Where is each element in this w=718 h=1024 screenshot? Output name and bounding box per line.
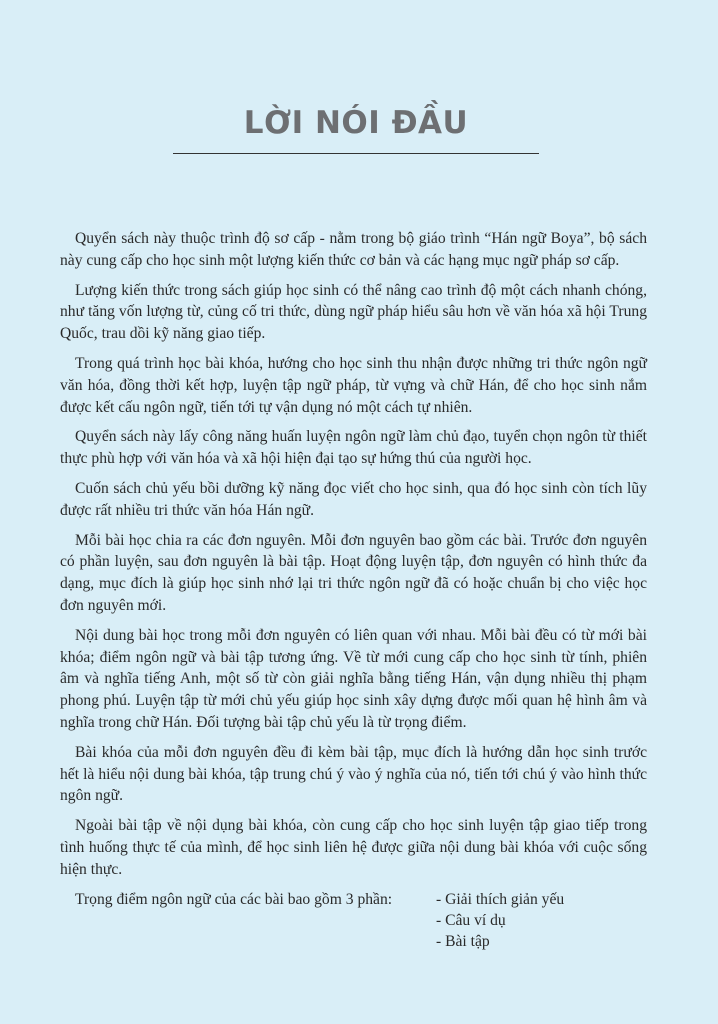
paragraph: Nội dung bài học trong mỗi đơn nguyên có liên quan với nhau. Mỗi bài đều có từ mới bài khóa; điểm ngôn ngữ và bài tập tương ứng. Về từ mới cung cấp cho học sinh từ tính, phiên âm và nghĩa tiếng Anh, một số từ còn giải nghĩa bằng tiếng Hán, vận dụng nhiều thị phạm phong phú. Luyện tập từ mới chủ yếu giúp học sinh xây dựng được mối quan hệ hình âm và nghĩa trong chữ Hán. Đối tượng bài tập chủ yếu là từ trọng điểm. <box>60 626 647 731</box>
summary-label: Trọng điểm ngôn ngữ của các bài bao gồm 3 phần: <box>75 890 393 908</box>
title-underline <box>173 153 539 154</box>
summary-item: - Câu ví dụ <box>436 911 506 929</box>
paragraph: Mỗi bài học chia ra các đơn nguyên. Mỗi đơn nguyên bao gồm các bài. Trước đơn nguyên có phần luyện, sau đơn nguyên là bài tập. Hoạt động luyện tập, đơn nguyên có hình thức đa dạng, mục đích là giúp học sinh nhớ lại tri thức ngôn ngữ đã có hoặc chuẩn bị cho việc học đơn nguyên mới. <box>60 531 647 614</box>
body-text <box>60 228 647 959</box>
paragraph: Bài khóa của mỗi đơn nguyên đều đi kèm bài tập, mục đích là hướng dẫn học sinh trước hết là hiểu nội dung bài khóa, tập trung chú ý vào ý nghĩa của nó, tiến tới chú ý vào hình thức ngôn ngữ. <box>60 743 647 805</box>
summary-list <box>436 889 564 952</box>
paragraph: Ngoài bài tập về nội dụng bài khóa, còn cung cấp cho học sinh luyện tập giao tiếp trong tình huống thực tế của mình, để học sinh liên hệ được giữa nội dung bài khóa với cuộc sống hiện thực. <box>60 817 647 878</box>
summary-item: - Giải thích giản yếu <box>436 890 565 908</box>
paragraph: Quyển sách này thuộc trình độ sơ cấp - nằm trong bộ giáo trình “Hán ngữ Boya”, bộ sách này cung cấp cho học sinh một lượng kiến thức cơ bản và các hạng mục ngữ pháp sơ cấp. <box>60 230 647 269</box>
paragraph: Trong quá trình học bài khóa, hướng cho học sinh thu nhận được những tri thức ngôn ngữ văn hóa, đồng thời kết hợp, luyện tập ngữ pháp, từ vựng và chữ Hán, để cho học sinh nắm được kết cấu ngôn ngữ, tiến tới tự vận dụng nó một cách tự nhiên. <box>60 354 647 416</box>
paragraph: Lượng kiến thức trong sách giúp học sinh có thể nâng cao trình độ một cách nhanh chóng, như tăng vốn lượng từ, củng cố tri thức, dùng ngữ pháp hiểu sâu hơn về văn hóa xã hội Trung Quốc, trau dồi kỹ năng giao tiếp. <box>60 281 647 343</box>
paragraph: Quyển sách này lấy công năng huấn luyện ngôn ngữ làm chủ đạo, tuyển chọn ngôn từ thiết thực phù hợp với văn hóa và xã hội hiện đại tạo sự hứng thú của người học. <box>60 428 647 468</box>
page-title: LỜI NÓI ĐẦU <box>243 105 469 141</box>
paragraph: Cuốn sách chủ yếu bồi dưỡng kỹ năng đọc viết cho học sinh, qua đó học sinh còn tích lũy được rất nhiều tri thức văn hóa Hán ngữ. <box>60 479 647 519</box>
summary-item: - Bài tập <box>436 932 490 950</box>
summary-block <box>60 889 647 959</box>
